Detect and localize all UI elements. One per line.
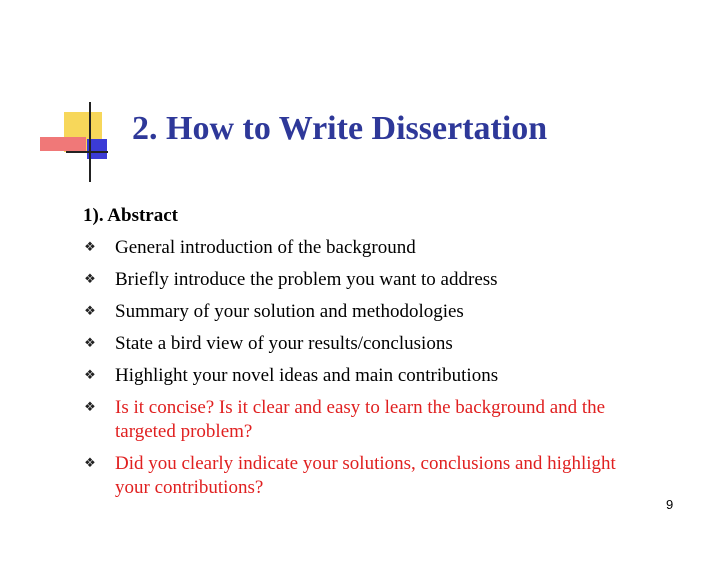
diamond-cross-icon: ❖	[84, 400, 96, 415]
bullet-item	[83, 364, 643, 388]
bullet-item	[83, 396, 643, 444]
bullet-text: General introduction of the background	[115, 237, 416, 258]
bullet-item	[83, 236, 643, 260]
bullet-text: State a bird view of your results/conclusions	[115, 333, 453, 354]
bullet-item	[83, 268, 643, 292]
bullet-list	[83, 236, 643, 508]
bullet-text: Summary of your solution and methodologies	[115, 301, 464, 322]
diamond-cross-icon: ❖	[84, 456, 96, 471]
bullet-text: Is it concise? Is it clear and easy to learn the background and the targeted problem?	[115, 397, 606, 442]
bullet-text: Briefly introduce the problem you want to address	[115, 269, 498, 290]
section-heading: 1). Abstract	[83, 205, 178, 226]
bullet-item	[83, 300, 643, 324]
slide-title: 2. How to Write Dissertation	[132, 110, 548, 147]
logo-horizontal-line	[66, 151, 108, 153]
bullet-item	[83, 452, 643, 500]
diamond-cross-icon: ❖	[84, 240, 96, 255]
bullet-text: Highlight your novel ideas and main contributions	[115, 365, 499, 386]
diamond-cross-icon: ❖	[84, 304, 96, 319]
diamond-cross-icon: ❖	[84, 368, 96, 383]
logo-vertical-line	[89, 102, 91, 182]
bullet-item	[83, 332, 643, 356]
page-number: 9	[666, 497, 674, 512]
logo-red-block	[40, 137, 86, 151]
bullet-text: Did you clearly indicate your solutions, conclusions and highlight your contributions?	[115, 453, 616, 498]
diamond-cross-icon: ❖	[84, 336, 96, 351]
diamond-cross-icon: ❖	[84, 272, 96, 287]
